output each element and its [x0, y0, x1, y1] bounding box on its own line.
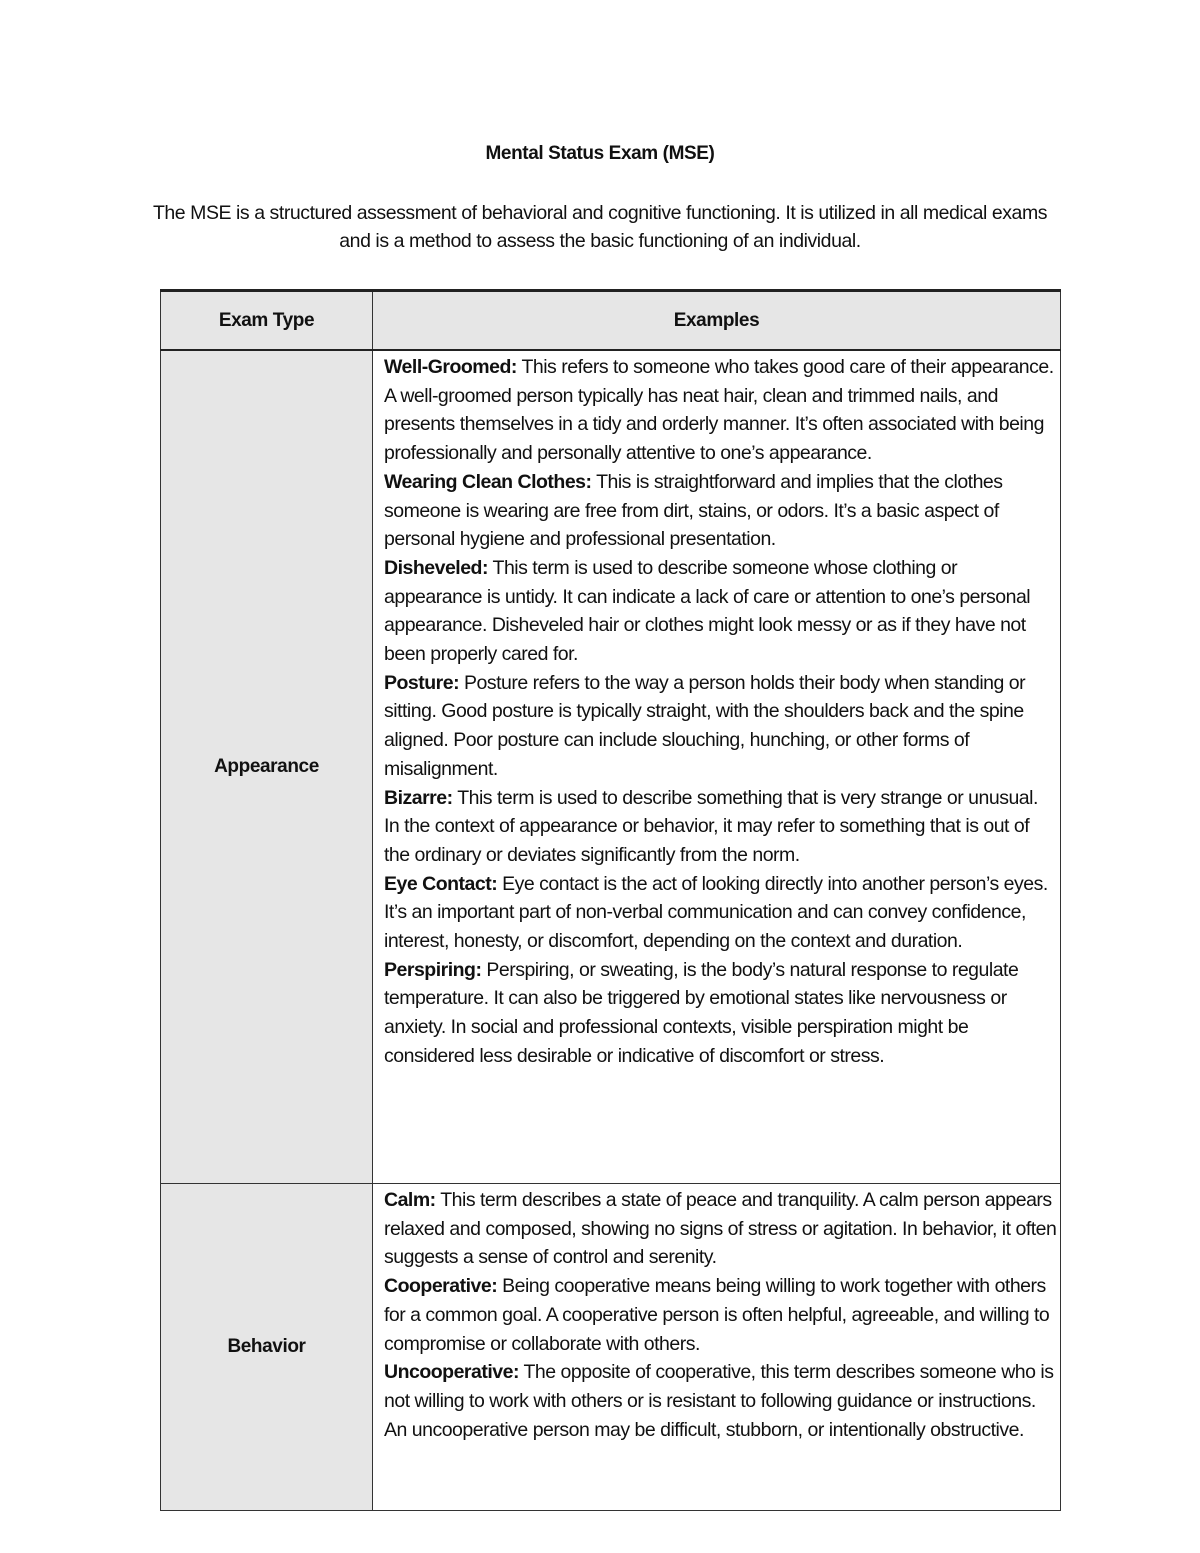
column-header-exam-type: Exam Type [161, 291, 373, 351]
term-label: Eye Contact: [384, 872, 498, 895]
example-entry-cooperative [384, 1272, 1058, 1358]
example-entry-well-groomed [384, 353, 1058, 468]
term-description: This term is used to describe someone whose clothing or appearance is untidy. It can indicate a lack of care or attention to one’s personal appearance. Disheveled hair or clothes might look messy or as if they have not been properly cared for. [384, 556, 1031, 666]
intro-paragraph: The MSE is a structured assessment of behavioral and cognitive functioning. It is utilized in all medical exams and is a method to assess the basic functioning of an individual. [152, 202, 1048, 252]
example-entry-perspiring [384, 956, 1058, 1071]
term-description: This term is used to describe something that is very strange or unusual. In the context of appearance or behavior, it may refer to something that is out of the ordinary or deviates significantly from the norm. [384, 786, 1038, 866]
term-description: Eye contact is the act of looking directly into another person’s eyes. It’s an important part of non-verbal communication and can convey confidence, interest, honesty, or discomfort, depending on the context and duration. [384, 872, 1048, 953]
table-header-row [161, 291, 1061, 351]
table-row-behavior [161, 1184, 1061, 1511]
term-label: Uncooperative: [384, 1361, 519, 1384]
term-description: This is straightforward and implies that the clothes someone is wearing are free from dirt, stains, or odors. It’s a basic aspect of personal hygiene and professional presentation. [384, 470, 1003, 551]
term-label: Calm: [384, 1189, 436, 1211]
examples-cell [373, 1184, 1061, 1511]
term-label: Posture: [384, 671, 460, 694]
mse-table [160, 289, 1061, 1511]
term-description: Perspiring, or sweating, is the body’s natural response to regulate temperature. It can also be triggered by emotional states like nervousness or anxiety. In social and professional contexts, visible perspiration might be considered less desirable or indicative of discomfort or stress. [384, 958, 1019, 1067]
term-description: Posture refers to the way a person holds their body when standing or sitting. Good posture is typically straight, with the shoulders back and the spine aligned. Poor posture can include slouching, hunching, or other forms of misalignment. [384, 671, 1026, 780]
term-label: Perspiring: [384, 958, 482, 981]
term-label: Cooperative: [384, 1275, 498, 1298]
exam-type-cell: Appearance [161, 350, 373, 1184]
term-label: Wearing Clean Clothes: [384, 470, 592, 493]
document-title: Mental Status Exam (MSE) [485, 143, 715, 164]
example-entry-disheveled [384, 554, 1058, 669]
exam-type-cell: Behavior [161, 1184, 373, 1511]
table-row-appearance [161, 350, 1061, 1184]
examples-cell [373, 350, 1061, 1184]
example-entry-bizarre [384, 784, 1058, 870]
example-entry-wearing-clean-clothes [384, 468, 1058, 554]
term-label: Bizarre: [384, 786, 453, 809]
term-description: The opposite of cooperative, this term describes someone who is not willing to work with others or is resistant to following guidance or instructions. An uncooperative person may be difficult, stubborn, or intentionally obstructive. [384, 1361, 1054, 1441]
example-entry-calm [384, 1186, 1058, 1272]
example-entry-posture [384, 669, 1058, 784]
term-description: This term describes a state of peace and tranquility. A calm person appears relaxed and composed, showing no signs of stress or agitation. In behavior, it often suggests a sense of control and serenity. [384, 1189, 1057, 1269]
column-header-examples: Examples [373, 291, 1061, 351]
term-description: Being cooperative means being willing to work together with others for a common goal. A cooperative person is often helpful, agreeable, and willing to compromise or collaborate with others. [384, 1275, 1050, 1355]
term-description: This refers to someone who takes good care of their appearance. A well-groomed person typically has neat hair, clean and trimmed nails, and presents themselves in a tidy and orderly manner. It’s often associated with being professionally and personally attentive to one’s appearance. [384, 356, 1054, 465]
example-entry-uncooperative [384, 1358, 1058, 1444]
term-label: Disheveled: [384, 556, 488, 579]
term-label: Well-Groomed: [384, 356, 517, 378]
example-entry-eye-contact [384, 870, 1058, 956]
